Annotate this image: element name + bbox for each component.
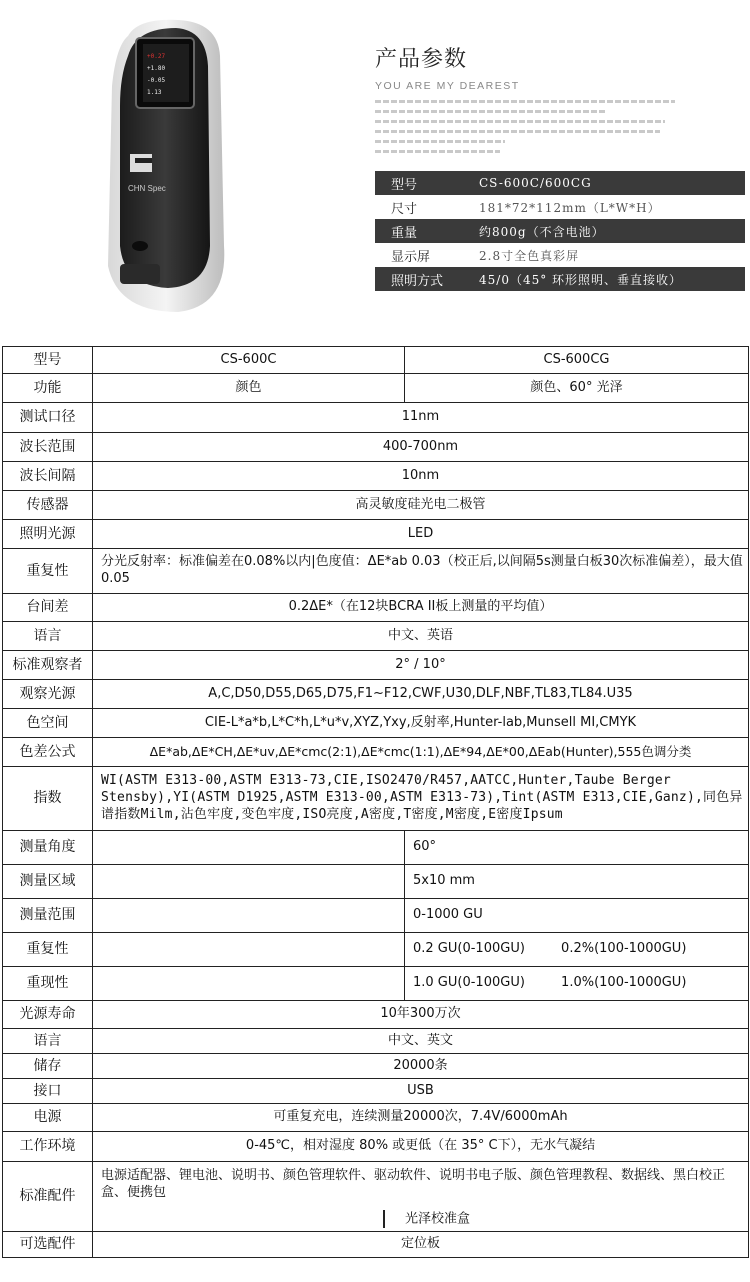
table-row (3, 831, 749, 865)
spec-key: 照明方式 (391, 273, 444, 289)
value-part: 0.2%(100-1000GU) (561, 941, 687, 957)
row-label: 功能 (3, 374, 93, 403)
row-label: 储存 (3, 1054, 93, 1079)
row-label: 光源寿命 (3, 1001, 93, 1029)
value-part: 0.2 GU(0-100GU) (413, 941, 525, 957)
row-value: 0-45℃，相对湿度 80% 或更低（在 35° C下），无水气凝结 (93, 1132, 749, 1162)
decorative-text-line (375, 110, 605, 113)
table-row (3, 347, 749, 374)
table-row (3, 549, 749, 594)
hero-section (0, 0, 750, 330)
spec-value: CS-600C/600CG (479, 176, 592, 190)
decorative-text-line (375, 140, 505, 143)
spec-row (375, 195, 745, 219)
table-row (3, 433, 749, 462)
spec-row (375, 219, 745, 243)
table-row (3, 1079, 749, 1104)
parameter-table (2, 346, 749, 1258)
decorative-text-line (375, 120, 665, 123)
table-row (3, 374, 749, 403)
row-label: 接口 (3, 1079, 93, 1104)
row-value: CIE-L*a*b,L*C*h,L*u*v,XYZ,Yxy,反射率,Hunter-lab,Munsell MI,CMYK (93, 709, 749, 738)
row-value: 11nm (93, 403, 749, 433)
row-label: 可选配件 (3, 1232, 93, 1258)
table-row (3, 1162, 749, 1232)
spec-key: 尺寸 (391, 201, 418, 217)
empty-cell (93, 865, 405, 899)
row-value: A,C,D50,D55,D65,D75,F1~F12,CWF,U30,DLF,NBF,TL83,TL84.U35 (93, 680, 749, 709)
row-label: 重复性 (3, 549, 93, 594)
row-value: 可重复充电，连续测量20000次，7.4V/6000mAh (93, 1104, 749, 1132)
table-row (3, 403, 749, 433)
row-value: 20000条 (93, 1054, 749, 1079)
row-label: 测量区域 (3, 865, 93, 899)
page-subtitle: YOU ARE MY DEAREST (375, 80, 520, 92)
row-label: 语言 (3, 1029, 93, 1054)
row-label: 工作环境 (3, 1132, 93, 1162)
row-label: 测试口径 (3, 403, 93, 433)
spec-key: 型号 (391, 177, 418, 193)
row-label: 型号 (3, 347, 93, 374)
row-label: 照明光源 (3, 520, 93, 549)
table-row (3, 967, 749, 1001)
table-row (3, 1029, 749, 1054)
table-row (3, 1001, 749, 1029)
row-value: WI(ASTM E313-00,ASTM E313-73,CIE,ISO2470/R457,AATCC,Hunter,Taube Berger Stensby),YI(ASTM D1925,ASTM E313-00,ASTM E313-73),Tint(ASTM E313,CIE,Ganz),同色异谱指数Milm,沾色牢度,变色牢度,ISO亮度,A密度,T密度,M密度,E密度Ipsum (93, 767, 749, 831)
row-value: 中文、英文 (93, 1029, 749, 1054)
row-label: 标准观察者 (3, 651, 93, 680)
decorative-text-line (375, 130, 660, 133)
row-value: 400-700nm (93, 433, 749, 462)
spec-value: 2.8寸全色真彩屏 (479, 248, 580, 263)
row-value: 定位板 (93, 1232, 749, 1258)
device-image (98, 16, 246, 316)
row-value (405, 933, 749, 967)
row-value: 10年300万次 (93, 1001, 749, 1029)
row-value: 10nm (93, 462, 749, 491)
device-logo-text: CHN Spec (128, 184, 166, 193)
table-row (3, 1104, 749, 1132)
spec-value: 45/0（45° 环形照明、垂直接收） (479, 272, 683, 287)
row-label: 重现性 (3, 967, 93, 1001)
row-label: 色差公式 (3, 738, 93, 767)
row-label: 测量角度 (3, 831, 93, 865)
row-value: 0-1000 GU (405, 899, 749, 933)
row-value (93, 1162, 749, 1232)
empty-cell (93, 933, 405, 967)
spec-value: 约800g（不含电池） (479, 224, 605, 239)
table-row (3, 767, 749, 831)
table-row (3, 899, 749, 933)
decorative-text-line (375, 150, 500, 153)
page-title: 产品参数 (375, 47, 468, 72)
table-row (3, 520, 749, 549)
row-value: 中文、英语 (93, 622, 749, 651)
spec-row (375, 171, 745, 195)
row-label: 观察光源 (3, 680, 93, 709)
table-row (3, 491, 749, 520)
spec-row (375, 267, 745, 291)
table-row (3, 622, 749, 651)
row-label: 传感器 (3, 491, 93, 520)
spec-value: 181*72*112mm（L*W*H） (479, 200, 661, 215)
svg-text:+0.27: +0.27 (147, 53, 166, 60)
row-label: 波长范围 (3, 433, 93, 462)
spec-key: 显示屏 (391, 249, 431, 265)
table-row (3, 594, 749, 622)
row-label: 指数 (3, 767, 93, 831)
row-value: LED (93, 520, 749, 549)
row-value: 分光反射率：标准偏差在0.08%以内|色度值：ΔE*ab 0.03（校正后,以间隔5s测量白板30次标准偏差），最大值0.05 (93, 549, 749, 594)
row-value: 60° (405, 831, 749, 865)
table-row (3, 933, 749, 967)
cell-model-c: CS-600C (93, 347, 405, 374)
table-row (3, 680, 749, 709)
table-row (3, 651, 749, 680)
row-value: 5x10 mm (405, 865, 749, 899)
table-row (3, 709, 749, 738)
spec-summary-table (375, 171, 745, 291)
table-row (3, 462, 749, 491)
cell-function-c: 颜色 (93, 374, 405, 403)
row-label: 电源 (3, 1104, 93, 1132)
table-row (3, 1132, 749, 1162)
svg-text:1.13: 1.13 (147, 89, 162, 96)
row-label: 测量范围 (3, 899, 93, 933)
table-row (3, 1054, 749, 1079)
spec-key: 重量 (391, 225, 418, 241)
spec-row (375, 243, 745, 267)
row-value (405, 967, 749, 1001)
table-row (3, 865, 749, 899)
table-row (3, 738, 749, 767)
row-value: USB (93, 1079, 749, 1104)
row-label: 语言 (3, 622, 93, 651)
empty-cell (93, 967, 405, 1001)
decorative-text-line (375, 100, 675, 103)
row-label: 台间差 (3, 594, 93, 622)
std-accessories-text: 电源适配器、锂电池、说明书、颜色管理软件、驱动软件、说明书电子版、颜色管理教程、数据线、黑白校正盒、便携包 (101, 1168, 726, 1200)
value-part: 1.0 GU(0-100GU) (413, 975, 525, 991)
row-label: 重复性 (3, 933, 93, 967)
row-label: 波长间隔 (3, 462, 93, 491)
row-value: 0.2ΔE*（在12块BCRA II板上测量的平均值） (93, 594, 749, 622)
cell-function-cg: 颜色、60° 光泽 (405, 374, 749, 403)
empty-cell (93, 831, 405, 865)
row-value: 2° / 10° (93, 651, 749, 680)
row-label: 标准配件 (3, 1162, 93, 1232)
table-row (3, 1232, 749, 1258)
row-value: ΔE*ab,ΔE*CH,ΔE*uv,ΔE*cmc(2:1),ΔE*cmc(1:1),ΔE*94,ΔE*00,ΔEab(Hunter),555色调分类 (93, 738, 749, 767)
cell-model-cg: CS-600CG (405, 347, 749, 374)
row-value: 高灵敏度硅光电二极管 (93, 491, 749, 520)
std-accessories-extra: 光泽校准盒 (405, 1211, 471, 1227)
svg-text:+1.80: +1.80 (147, 65, 166, 72)
value-part: 1.0%(100-1000GU) (561, 975, 687, 991)
empty-cell (93, 899, 405, 933)
svg-text:-0.05: -0.05 (147, 77, 166, 84)
row-label: 色空间 (3, 709, 93, 738)
divider (383, 1210, 385, 1228)
